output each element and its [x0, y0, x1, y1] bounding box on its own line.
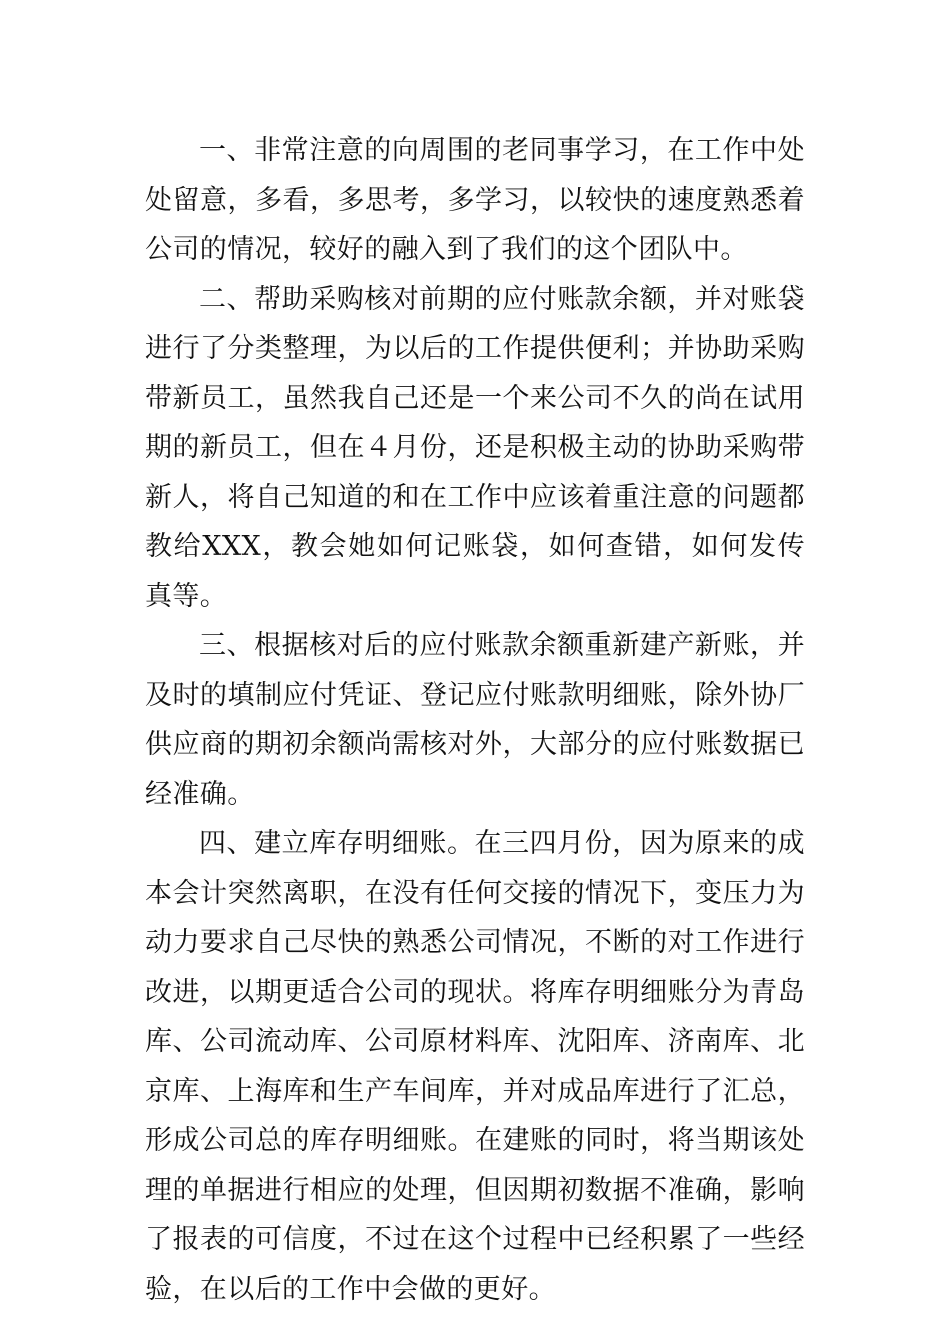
paragraph-3: 三、根据核对后的应付账款余额重新建产新账，并及时的填制应付凭证、登记应付账款明细账，除外协厂供应商的期初余额尚需核对外，大部分的应付账数据已经准确。: [145, 630, 805, 810]
document-body: [145, 126, 805, 1314]
paragraph-2: 二、帮助采购核对前期的应付账款余额，并对账袋进行了分类整理，为以后的工作提供便利；并协助采购带新员工，虽然我自己还是一个来公司不久的尚在试用期的新员工，但在４月份，还是积极主动的协助采购带新人，将自己知道的和在工作中应该着重注意的问题都教给XXX，教会她如何记账袋，如何查错，如何发传真等。: [145, 283, 805, 612]
paragraph-4: 四、建立库存明细账。在三四月份，因为原来的成本会计突然离职，在没有任何交接的情况下，变压力为动力要求自己尽快的熟悉公司情况，不断的对工作进行改进，以期更适合公司的现状。将库存明细账分为青岛库、公司流动库、公司原材料库、沈阳库、济南库、北京库、上海库和生产车间库，并对成品库进行了汇总，形成公司总的库存明细账。在建账的同时，将当期该处理的单据进行相应的处理，但因期初数据不准确，影响了报表的可信度，不过在这个过程中已经积累了一些经验，在以后的工作中会做的更好。: [145, 828, 805, 1305]
paragraph-1: 一、非常注意的向周围的老同事学习，在工作中处处留意，多看，多思考，多学习，以较快的速度熟悉着公司的情况，较好的融入到了我们的这个团队中。: [145, 135, 805, 265]
